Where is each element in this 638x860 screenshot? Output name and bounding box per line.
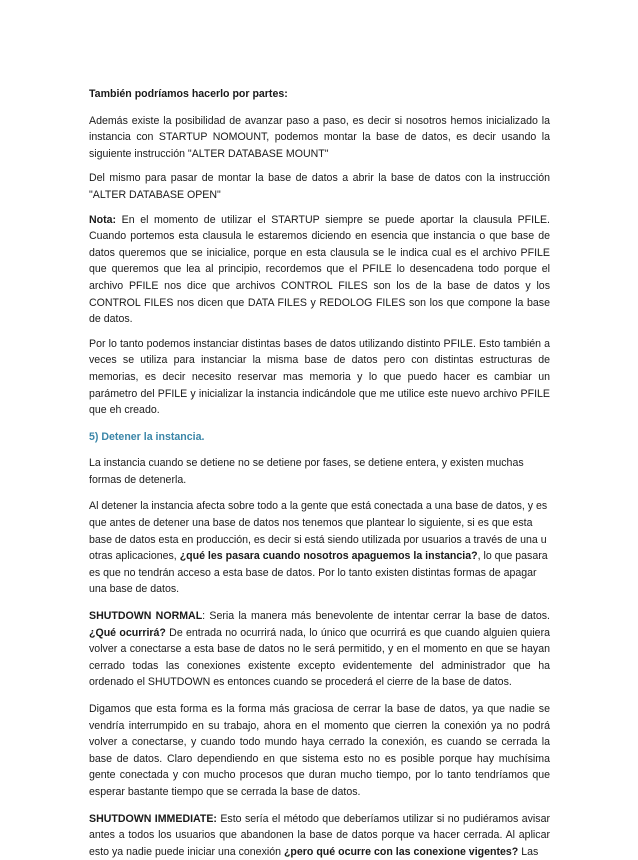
document-body <box>89 86 550 860</box>
intro-title <box>89 86 550 103</box>
nota-text: En el momento de utilizar el STARTUP siempre se puede aportar la clausula PFILE. Cuando portemos esta clausula le estaremos diciendo en esencia que instancia o que base de datos queremos que se inicialice, porque en esta clausula se le indica cual es el archivo PFILE que queremos que lea al principio, recordemos que el PFILE lo desencadena todo porque el archivo PFILE nos dice que archivos CONTROL FILES son los de la base de datos y los CONTROL FILES nos dicen que DATA FILES y REDOLOG FILES son los que compone la base de datos. <box>89 213 550 326</box>
paragraph-shutdown-normal <box>89 608 550 691</box>
afecta-question: ¿qué les pasara cuando nosotros apaguemos la instancia? <box>179 550 478 563</box>
paragraph-shutdown-immediate <box>89 811 550 860</box>
section-heading-text: 5) Detener la instancia. <box>89 430 205 443</box>
section-heading <box>89 429 550 446</box>
shutdown-normal-text-a: : Seria la manera más benevolente de intentar cerrar la base de datos. <box>202 610 550 623</box>
paragraph-graciosa: Digamos que esta forma es la forma más graciosa de cerrar la base de datos, ya que nadie se vendría interrumpido en su trabajo, ahora en el momento que cierren la conexión ya no podrá volver a conectarse, y cuando todo mundo haya cerrado la conexión, es cuando se cerrada la base de datos. Claro dependiendo en que sistema esto no es posible porque hay muchísima gente conectada y con mucho procesos que duran mucho tiempo, por lo tanto tendríamos que esperar bastante tiempo que se cerrada la base de datos. <box>89 703 550 798</box>
shutdown-normal-label: SHUTDOWN NORMAL <box>89 610 203 623</box>
afecta-text-b: , lo que pasara es que no tendrán acceso a esta base de datos. Por lo tanto existen distintas formas de apagar una base de datos. <box>89 550 548 596</box>
intro-title-text: También podríamos hacerlo por partes: <box>89 88 288 100</box>
paragraph-alter-open: Del mismo para pasar de montar la base de datos a abrir la base de datos con la instrucción "ALTER DATABASE OPEN" <box>89 172 550 201</box>
paragraph-nota <box>89 212 550 328</box>
shutdown-immediate-text-a: Esto sería el método que deberíamos utilizar si no pudiéramos avisar antes a todos los usuarios que abandonen la base de datos porque va hacer cerrada. Al aplicar esto ya nadie puede iniciar una conexión <box>89 812 550 858</box>
shutdown-normal-text-b: De entrada no ocurrirá nada, lo único que ocurrirá es que cuando alguien quiera volver a conectarse a esta base de datos no le será permitido, y en el momento en que se hayan cerrado todas las conexiones existente excepto evidentemente del administrador que ha ordenado el SHUTDOWN es entonces cuando se procederá el cierre de la base de datos. <box>89 626 550 689</box>
shutdown-immediate-text-b: Las <box>518 845 539 858</box>
paragraph-pfile: Por lo tanto podemos instanciar distintas bases de datos utilizando distinto PFILE. Esto también a veces se utiliza para instanciar la misma base de datos pero con distintas estructuras de memorias, es decir necesito reservar mas memoria y lo que puedo hacer es cambiar un parámetro del PFILE y inicializar la instancia indicándole que me utilice este nuevo archivo PFILE que eh creado. <box>89 337 550 417</box>
paragraph-startup-nomount: Además existe la posibilidad de avanzar paso a paso, es decir si nosotros hemos inicializado la instancia con STARTUP NOMOUNT, podemos montar la base de datos, es decir usando la siguiente instrucción "ALTER DATABASE MOUNT" <box>89 114 550 160</box>
shutdown-immediate-label: SHUTDOWN IMMEDIATE: <box>89 812 217 825</box>
paragraph-detener: La instancia cuando se detiene no se detiene por fases, se detiene entera, y existen muchas formas de detenerla. <box>89 457 524 486</box>
paragraph-afecta <box>89 498 550 598</box>
shutdown-immediate-question: ¿pero qué ocurre con las conexione vigentes? <box>283 845 519 858</box>
nota-label: Nota: <box>89 213 117 226</box>
shutdown-normal-question: ¿Qué ocurrirá? <box>89 626 166 639</box>
afecta-text-a: Al detener la instancia afecta sobre todo a la gente que está conectada a una base de datos, y es que antes de detener una base de datos nos tenemos que plantear lo siguiente, si es que esta base de datos esta en producción, es decir si está siendo utilizada por usuarios a través de una u otras aplicaciones, <box>89 500 548 563</box>
